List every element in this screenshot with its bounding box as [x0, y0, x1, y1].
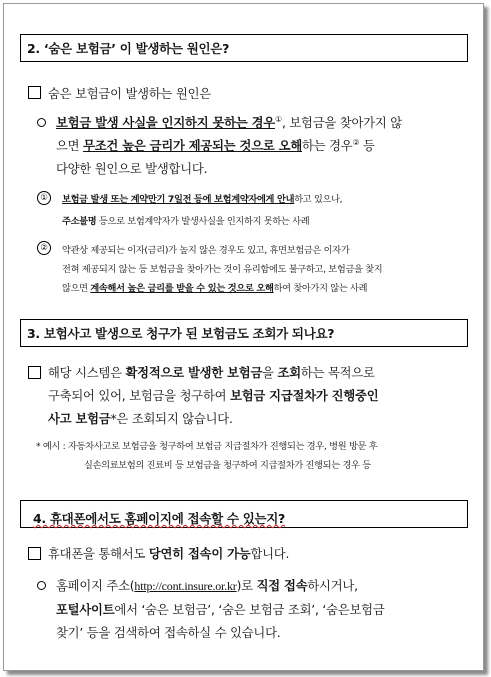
q4-sub-line-1: 홈페이지 주소(http://cont.insure.or.kr)로 직접 접속하시거나, [56, 579, 358, 593]
q3-line-3: 사고 보험금*은 조회되지 않습니다. [48, 412, 233, 426]
note-number-1: ① [37, 191, 51, 205]
document-page [3, 3, 484, 671]
q3-line-1: 해당 시스템은 확정적으로 발생한 보험금을 조회하는 목적으로 [48, 366, 375, 380]
circle-bullet-icon [37, 118, 46, 127]
q2-para-line-2: 으면 무조건 높은 금리가 제공되는 것으로 오해하는 경우② 등 [56, 137, 375, 153]
q2-note-2-line-2: 전혀 제공되지 않는 등 보험금을 찾아가는 것이 유리함에도 불구하고, 보험금을 찾지 [62, 264, 383, 275]
q4-line-1: 휴대폰을 통해서도 당연히 접속이 가능합니다. [48, 547, 290, 561]
homepage-link[interactable]: http://cont.insure.or.kr [134, 579, 237, 593]
q2-note-1-line-1: 보험금 발생 또는 계약만기 7일전 등에 보험계약자에게 안내하고 있으나, [62, 194, 343, 205]
square-bullet-icon [28, 366, 41, 379]
q2-para-line-3: 다양한 원인으로 발생합니다. [56, 162, 208, 176]
circle-bullet-icon [37, 581, 46, 590]
q3-line-2: 구축되어 있어, 보험금을 청구하여 보험금 지급절차가 진행중인 [48, 389, 379, 403]
q3-note-line-2: 실손의료보험의 진료비 등 보험금을 청구하여 지급절차가 진행되는 경우 등 [84, 460, 371, 471]
q2-bullet-text: 숨은 보험금이 발생하는 원인은 [48, 87, 211, 101]
q3-note-line-1: * 예시 : 자동차사고로 보험금을 청구하여 보험금 지급절차가 진행되는 경우, 병원 방문 후 [36, 441, 378, 452]
q2-note-2-line-3: 않으면 계속해서 높은 금리를 받을 수 있는 것으로 오해하여 찾아가지 않는 사례 [62, 283, 368, 294]
q4-sub-line-2: 포털사이트에서 ‘숨은 보험금’, ‘숨은 보험금 조회’, ‘숨은보험금 [56, 603, 385, 617]
question-2-box [20, 34, 468, 62]
question-3-box [20, 319, 468, 347]
question-2-title: 2. ‘숨은 보험금’ 이 발생하는 원인은? [27, 41, 230, 56]
square-bullet-icon [28, 86, 41, 99]
q4-sub-line-3: 찾기’ 등을 검색하여 접속하실 수 있습니다. [56, 626, 281, 640]
q2-note-1-line-2: 주소불명 등으로 보험계약자가 발생사실을 인지하지 못하는 사례 [62, 216, 310, 227]
question-4-box: 4. 휴대폰에서도 홈페이지에 접속할 수 있는지? [20, 500, 468, 528]
question-3-title: 3. 보험사고 발생으로 청구가 된 보험금도 조회가 되나요? [27, 326, 335, 341]
q2-para-line-1: 보험금 발생 사실을 인지하지 못하는 경우①, 보험금을 찾아가지 않 [56, 114, 402, 130]
note-number-2: ② [37, 241, 51, 255]
square-bullet-icon [28, 547, 41, 560]
q2-note-2-line-1: 약관상 제공되는 이자(금리)가 높지 않은 경우도 있고, 휴면보험금은 이자가 [62, 245, 350, 256]
